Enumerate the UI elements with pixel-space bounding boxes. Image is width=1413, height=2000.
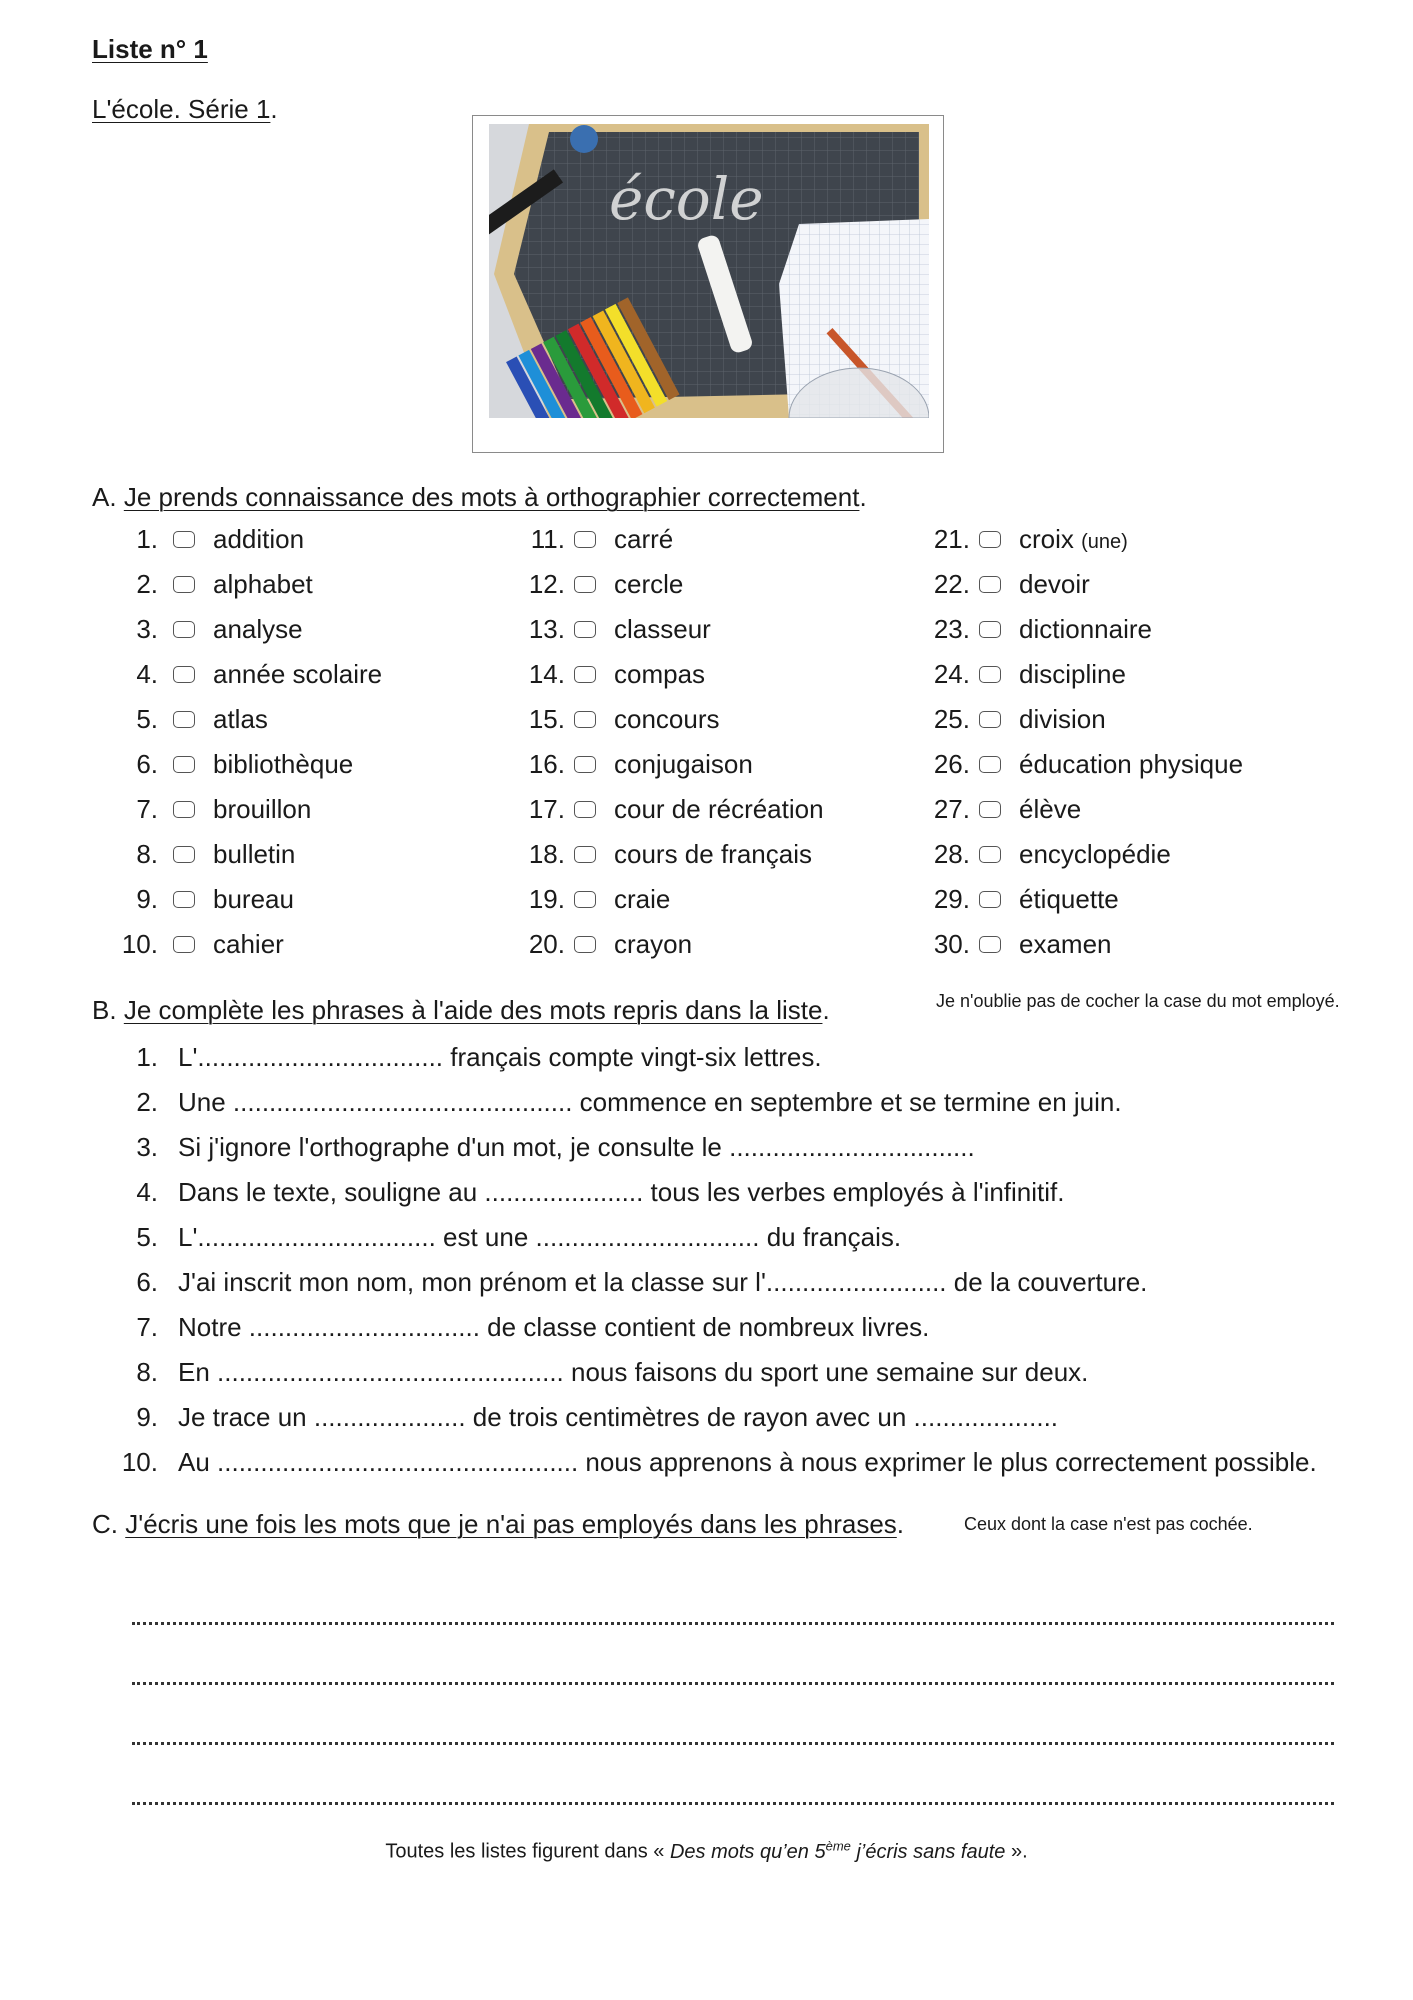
word-checkbox[interactable] xyxy=(173,576,195,593)
word-number: 7. xyxy=(136,794,158,824)
section-a-period: . xyxy=(859,482,867,512)
answer-line-3[interactable] xyxy=(132,1742,1334,1745)
word-label: année scolaire xyxy=(213,659,383,689)
word-checkbox[interactable] xyxy=(173,846,195,863)
word-label: éducation physique xyxy=(1019,749,1244,779)
word-item xyxy=(885,517,1243,562)
word-label: crayon xyxy=(614,929,693,959)
word-item xyxy=(90,697,382,742)
word-item xyxy=(90,517,382,562)
word-item xyxy=(480,832,824,877)
word-number: 14. xyxy=(528,659,565,689)
word-item xyxy=(480,742,824,787)
word-column-2 xyxy=(480,517,824,967)
subtitle-text: L'école. Série 1 xyxy=(92,94,271,124)
word-number: 5. xyxy=(136,704,158,734)
word-column-1 xyxy=(90,517,382,967)
word-label: examen xyxy=(1019,929,1112,959)
word-checkbox[interactable] xyxy=(979,936,1001,953)
sentence-text[interactable]: Notre ................................ de classe contient de nombreux livres. xyxy=(178,1312,930,1342)
word-item xyxy=(480,652,824,697)
word-label: compas xyxy=(614,659,706,689)
word-number: 21. xyxy=(933,524,970,554)
word-number: 30. xyxy=(933,929,970,959)
word-item xyxy=(885,697,1243,742)
word-number: 10. xyxy=(121,929,158,959)
word-label: devoir xyxy=(1019,569,1090,599)
sentence-text[interactable]: Si j'ignore l'orthographe d'un mot, je consulte le .................................. xyxy=(178,1132,975,1162)
word-label: cours de français xyxy=(614,839,812,869)
word-checkbox[interactable] xyxy=(574,621,596,638)
word-item xyxy=(90,607,382,652)
sentence-text[interactable]: L'.................................. français compte vingt-six lettres. xyxy=(178,1042,822,1072)
word-item xyxy=(480,877,824,922)
word-checkbox[interactable] xyxy=(173,801,195,818)
word-number: 15. xyxy=(528,704,565,734)
word-checkbox[interactable] xyxy=(173,936,195,953)
school-photo xyxy=(472,115,944,453)
sentence-item xyxy=(90,1080,1317,1125)
footer-suffix: ». xyxy=(1005,1840,1028,1863)
word-checkbox[interactable] xyxy=(979,531,1001,548)
section-c-note: Ceux dont la case n'est pas cochée. xyxy=(964,1514,1253,1534)
word-label: concours xyxy=(614,704,720,734)
word-item xyxy=(90,742,382,787)
footer-book-title-start: Des mots qu’en 5 xyxy=(669,1840,826,1863)
sentence-number: 7. xyxy=(136,1312,158,1342)
word-checkbox[interactable] xyxy=(574,531,596,548)
word-label: dictionnaire xyxy=(1019,614,1152,644)
page-title xyxy=(92,33,208,65)
footer-prefix: Toutes les listes figurent dans « xyxy=(385,1840,670,1863)
sentence-item xyxy=(90,1440,1317,1485)
word-number: 12. xyxy=(528,569,565,599)
sentence-text[interactable]: L'................................. est une ............................... du français. xyxy=(178,1222,902,1252)
word-item xyxy=(90,787,382,832)
word-number: 27. xyxy=(933,794,970,824)
word-label: encyclopédie xyxy=(1019,839,1171,869)
word-item xyxy=(90,832,382,877)
section-b-period: . xyxy=(822,995,830,1025)
word-number: 19. xyxy=(528,884,565,914)
word-checkbox[interactable] xyxy=(574,711,596,728)
word-number: 18. xyxy=(528,839,565,869)
word-number: 25. xyxy=(933,704,970,734)
word-label: alphabet xyxy=(213,569,313,599)
word-item xyxy=(480,697,824,742)
word-label: cercle xyxy=(614,569,684,599)
word-label: cahier xyxy=(213,929,284,959)
word-label: bulletin xyxy=(213,839,296,869)
word-label: étiquette xyxy=(1019,884,1119,914)
sentence-text[interactable]: Je trace un ..................... de trois centimètres de rayon avec un .................... xyxy=(178,1402,1059,1432)
section-a-heading xyxy=(92,481,867,513)
sentence-item xyxy=(90,1215,1317,1260)
word-number: 24. xyxy=(933,659,970,689)
word-number: 2. xyxy=(136,569,158,599)
sentence-item xyxy=(90,1125,1317,1170)
word-checkbox[interactable] xyxy=(979,756,1001,773)
sentence-number: 2. xyxy=(136,1087,158,1117)
word-checkbox[interactable] xyxy=(979,576,1001,593)
word-checkbox[interactable] xyxy=(173,756,195,773)
word-checkbox[interactable] xyxy=(574,666,596,683)
word-label: addition xyxy=(213,524,305,554)
word-checkbox[interactable] xyxy=(979,711,1001,728)
word-label: division xyxy=(1019,704,1106,734)
sentence-text[interactable]: J'ai inscrit mon nom, mon prénom et la classe sur l'......................... de la couverture. xyxy=(178,1267,1148,1297)
answer-line-2[interactable] xyxy=(132,1682,1334,1685)
word-item xyxy=(90,652,382,697)
word-item xyxy=(885,832,1243,877)
section-c-period: . xyxy=(896,1509,905,1539)
sentence-number: 3. xyxy=(136,1132,158,1162)
word-item xyxy=(885,607,1243,652)
word-label: atlas xyxy=(213,704,268,734)
word-checkbox[interactable] xyxy=(173,711,195,728)
chalk-word: école xyxy=(609,165,764,233)
word-number: 1. xyxy=(136,524,158,554)
sentence-text[interactable]: Une ............................................... commence en septembre et se termine en juin. xyxy=(178,1087,1122,1117)
word-item xyxy=(480,562,824,607)
word-label: classeur xyxy=(614,614,711,644)
word-label: analyse xyxy=(213,614,303,644)
word-item xyxy=(90,877,382,922)
word-checkbox[interactable] xyxy=(574,891,596,908)
word-item xyxy=(885,877,1243,922)
footer-note xyxy=(0,1838,1413,1864)
word-number: 13. xyxy=(528,614,565,644)
sentence-number: 10. xyxy=(121,1447,158,1477)
word-number: 22. xyxy=(933,569,970,599)
subtitle-period: . xyxy=(270,94,278,124)
word-checkbox[interactable] xyxy=(173,531,195,548)
word-item xyxy=(90,562,382,607)
word-checkbox[interactable] xyxy=(574,576,596,593)
word-extra: (une) xyxy=(1081,531,1128,553)
footer-book-title-end: j’écris sans faute xyxy=(850,1840,1006,1863)
section-b-note: Je n'oublie pas de cocher la case du mot employé. xyxy=(936,991,1340,1011)
word-number: 9. xyxy=(136,884,158,914)
word-item xyxy=(480,607,824,652)
word-checkbox[interactable] xyxy=(574,756,596,773)
footer-book-title-sup: ème xyxy=(825,1838,851,1853)
word-label: conjugaison xyxy=(614,749,753,779)
word-number: 11. xyxy=(530,524,565,554)
word-number: 26. xyxy=(933,749,970,779)
sentence-number: 1. xyxy=(136,1042,158,1072)
page-subtitle xyxy=(92,93,278,125)
sentence-text[interactable]: Dans le texte, souligne au ...................... tous les verbes employés à l'infinitif. xyxy=(178,1177,1065,1207)
word-checkbox[interactable] xyxy=(574,846,596,863)
sentence-text[interactable]: Au .................................................. nous apprenons à nous exprimer le plus correctement possible. xyxy=(178,1447,1317,1477)
word-item xyxy=(480,517,824,562)
word-item xyxy=(90,922,382,967)
word-number: 3. xyxy=(136,614,158,644)
word-item xyxy=(885,922,1243,967)
word-label: craie xyxy=(614,884,671,914)
sentence-item xyxy=(90,1305,1317,1350)
section-c-heading xyxy=(92,1508,904,1540)
sentence-item xyxy=(90,1035,1317,1080)
word-checkbox[interactable] xyxy=(979,801,1001,818)
title-text: Liste n° 1 xyxy=(92,34,208,64)
word-column-3 xyxy=(885,517,1243,967)
answer-line-1[interactable] xyxy=(132,1622,1334,1625)
word-item xyxy=(480,787,824,832)
sentence-number: 9. xyxy=(136,1402,158,1432)
word-item xyxy=(885,742,1243,787)
section-c-letter: C. xyxy=(92,1509,118,1539)
word-number: 8. xyxy=(136,839,158,869)
sentence-item xyxy=(90,1395,1317,1440)
word-checkbox[interactable] xyxy=(574,936,596,953)
word-label: discipline xyxy=(1019,659,1126,689)
word-number: 28. xyxy=(933,839,970,869)
word-item xyxy=(885,652,1243,697)
word-number: 20. xyxy=(528,929,565,959)
footer-book-title xyxy=(669,1838,1006,1863)
sentence-item xyxy=(90,1260,1317,1305)
word-number: 16. xyxy=(528,749,565,779)
word-item xyxy=(885,787,1243,832)
word-label: élève xyxy=(1019,794,1082,824)
sentence-number: 4. xyxy=(136,1177,158,1207)
word-number: 6. xyxy=(136,749,158,779)
word-checkbox[interactable] xyxy=(979,621,1001,638)
answer-line-4[interactable] xyxy=(132,1802,1334,1805)
word-label: cour de récréation xyxy=(614,794,824,824)
sentence-text[interactable]: En ................................................ nous faisons du sport une semaine sur deux. xyxy=(178,1357,1089,1387)
word-label: brouillon xyxy=(213,794,312,824)
word-checkbox[interactable] xyxy=(979,666,1001,683)
section-a-letter: A. xyxy=(92,482,117,512)
sentence-number: 8. xyxy=(136,1357,158,1387)
section-b-title: Je complète les phrases à l'aide des mots repris dans la liste xyxy=(123,995,823,1025)
word-number: 23. xyxy=(933,614,970,644)
section-c-title: J'écris une fois les mots que je n'ai pas employés dans les phrases xyxy=(125,1509,897,1539)
sentence-item xyxy=(90,1170,1317,1215)
sentence-item xyxy=(90,1350,1317,1395)
sentence-list xyxy=(90,1035,1317,1485)
section-b-letter: B. xyxy=(92,995,117,1025)
section-b-heading xyxy=(92,994,830,1026)
word-checkbox[interactable] xyxy=(979,891,1001,908)
word-item xyxy=(885,562,1243,607)
word-label: bibliothèque xyxy=(213,749,354,779)
word-checkbox[interactable] xyxy=(173,891,195,908)
word-label: bureau xyxy=(213,884,294,914)
word-number: 29. xyxy=(933,884,970,914)
sentence-number: 5. xyxy=(136,1222,158,1252)
word-checkbox[interactable] xyxy=(979,846,1001,863)
word-checkbox[interactable] xyxy=(574,801,596,818)
chalkboard-illustration xyxy=(489,124,929,418)
word-item xyxy=(480,922,824,967)
section-a-title: Je prends connaissance des mots à orthographier correctement xyxy=(123,482,860,512)
word-number: 4. xyxy=(136,659,158,689)
word-label: carré xyxy=(614,524,674,554)
word-label: croix (une) xyxy=(1019,524,1128,554)
sentence-number: 6. xyxy=(136,1267,158,1297)
word-checkbox[interactable] xyxy=(173,666,195,683)
word-checkbox[interactable] xyxy=(173,621,195,638)
word-number: 17. xyxy=(528,794,565,824)
